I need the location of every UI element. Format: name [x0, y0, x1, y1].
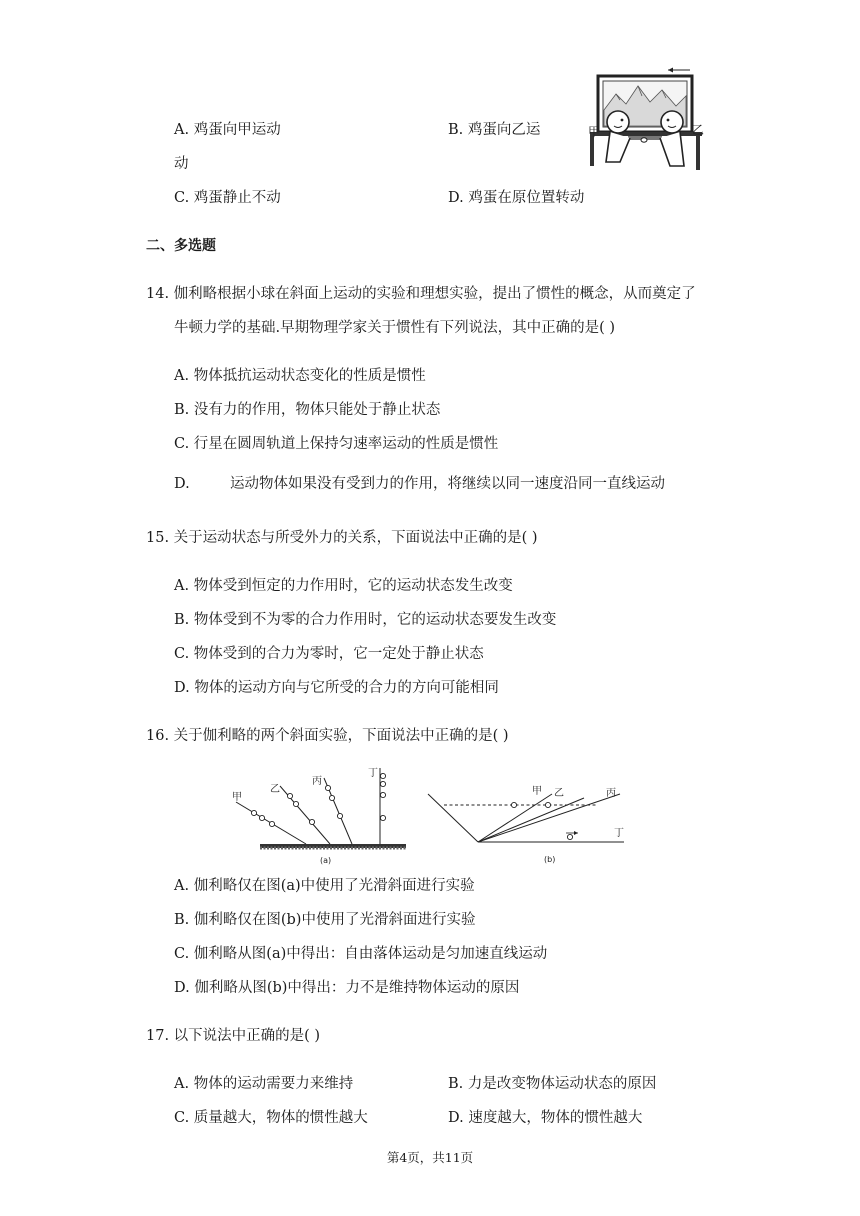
- q13-train-figure: [586, 66, 704, 174]
- q13-option-b-wrap: 动: [174, 156, 189, 172]
- q14-option-c: C. 行星在圆周轨道上保持匀速率运动的性质是惯性: [174, 436, 499, 452]
- q13-option-a: A. 鸡蛋向甲运动: [174, 122, 281, 138]
- q16-figure-b: [428, 780, 632, 868]
- q15-option-a: A. 物体受到恒定的力作用时，它的运动状态发生改变: [174, 578, 513, 594]
- q15-stem: 15. 关于运动状态与所受外力的关系，下面说法中正确的是( ): [146, 530, 538, 546]
- fig-a-label-yi: 乙: [270, 784, 280, 795]
- q15-option-b: B. 物体受到不为零的合力作用时，它的运动状态要发生改变: [174, 612, 557, 628]
- q13-figure-label-yi: 乙: [692, 123, 705, 137]
- fig-a-caption: (a): [320, 856, 332, 865]
- q14-option-d-letter: D.: [174, 476, 190, 492]
- q13-option-d: D. 鸡蛋在原位置转动: [448, 190, 585, 206]
- q15-option-c: C. 物体受到的合力为零时，它一定处于静止状态: [174, 646, 484, 662]
- q17-option-b: B. 力是改变物体运动状态的原因: [448, 1076, 657, 1092]
- q16-option-a: A. 伽利略仅在图(a)中使用了光滑斜面进行实验: [174, 878, 475, 894]
- fig-b-label-bing: 丙: [606, 788, 616, 799]
- fig-a-label-ding: 丁: [368, 768, 378, 779]
- q16-option-d: D. 伽利略从图(b)中得出：力不是维持物体运动的原因: [174, 980, 520, 996]
- q14-option-b: B. 没有力的作用，物体只能处于静止状态: [174, 402, 441, 418]
- q17-option-c: C. 质量越大，物体的惯性越大: [174, 1110, 368, 1126]
- q17-option-d: D. 速度越大，物体的惯性越大: [448, 1110, 643, 1126]
- q15-option-d: D. 物体的运动方向与它所受的合力的方向可能相同: [174, 680, 499, 696]
- q13-figure-label-jia: 甲: [588, 125, 601, 139]
- q16-option-c: C. 伽利略从图(a)中得出：自由落体运动是匀加速直线运动: [174, 946, 548, 962]
- fig-b-label-jia: 甲: [532, 786, 542, 797]
- q14-option-d: 运动物体如果没有受到力的作用，将继续以同一速度沿同一直线运动: [230, 476, 665, 492]
- q16-figure-a: [226, 762, 410, 868]
- q14-stem-line1: 14. 伽利略根据小球在斜面上运动的实验和理想实验，提出了惯性的概念，从而奠定了: [146, 286, 696, 302]
- fig-b-label-yi: 乙: [554, 788, 564, 799]
- q16-stem: 16. 关于伽利略的两个斜面实验，下面说法中正确的是( ): [146, 728, 509, 744]
- q13-option-b: B. 鸡蛋向乙运: [448, 122, 541, 138]
- fig-a-label-jia: 甲: [232, 792, 242, 803]
- fig-b-caption: (b): [544, 855, 556, 864]
- page-footer: 第4页，共11页: [386, 1150, 474, 1165]
- section-title-multiple-choice: 二、多选题: [146, 238, 216, 254]
- q16-option-b: B. 伽利略仅在图(b)中使用了光滑斜面进行实验: [174, 912, 476, 928]
- fig-a-label-bing: 丙: [312, 776, 322, 787]
- q17-option-a: A. 物体的运动需要力来维持: [174, 1076, 354, 1092]
- q17-stem: 17. 以下说法中正确的是( ): [146, 1028, 321, 1044]
- fig-b-label-ding: 丁: [614, 828, 624, 839]
- q14-option-a: A. 物体抵抗运动状态变化的性质是惯性: [174, 368, 426, 384]
- q14-stem-line2: 牛顿力学的基础.早期物理学家关于惯性有下列说法，其中正确的是( ): [174, 320, 616, 336]
- q13-option-c: C. 鸡蛋静止不动: [174, 190, 281, 206]
